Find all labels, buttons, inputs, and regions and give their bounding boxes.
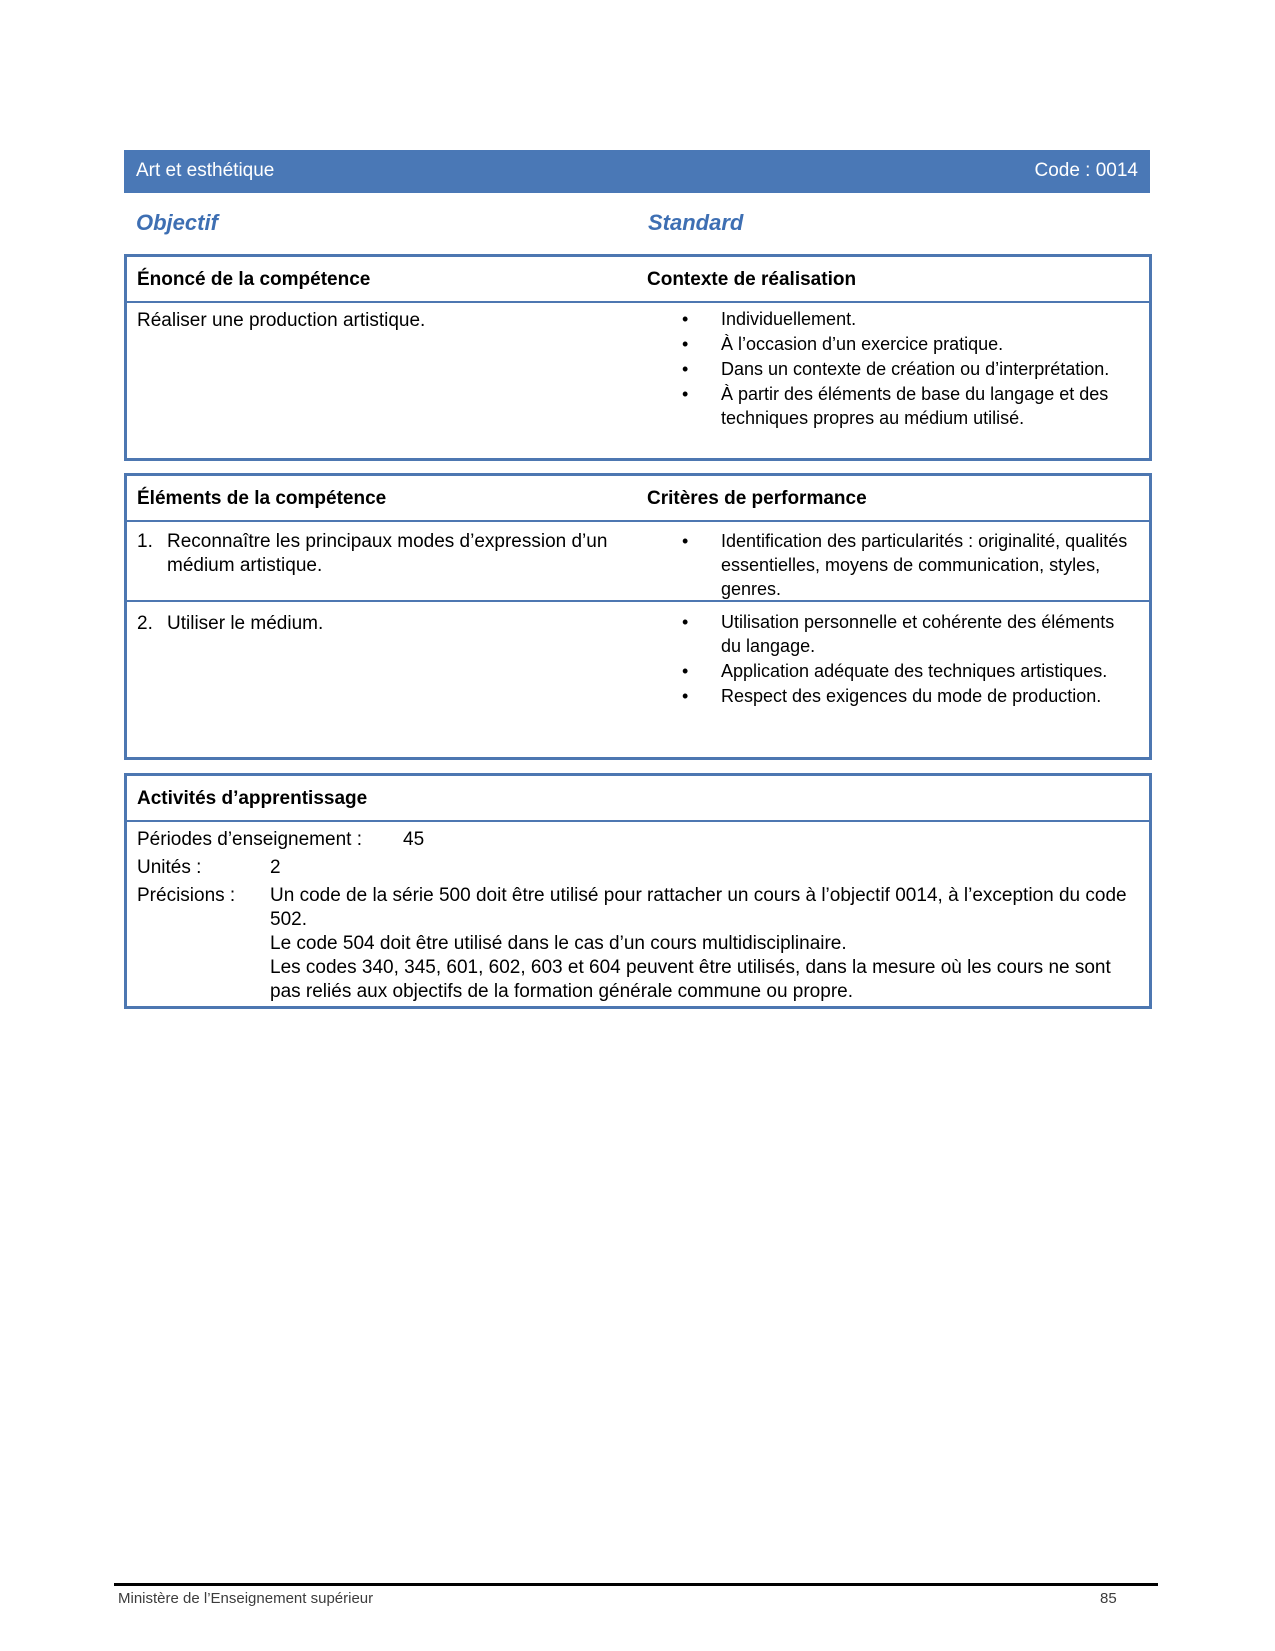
objective-code: Code : 0014 xyxy=(1034,160,1138,181)
table-row xyxy=(127,522,1149,602)
context-header: Contexte de réalisation xyxy=(647,269,857,290)
list-item: • Individuellement. xyxy=(682,309,857,329)
precision-item: Un code de la série 500 doit être utilisé pour rattacher un cours à l’objectif 0014, à l’exception du code 502. xyxy=(270,885,1127,930)
elements-header: Éléments de la compétence xyxy=(137,488,387,509)
list-item: • Application adéquate des techniques artistiques. xyxy=(682,661,1108,681)
precision-item: Les codes 340, 345, 601, 602, 603 et 604 peuvent être utilisés, dans la mesure où les cours ne sont pas reliés aux objectifs de la formation générale commune ou propre. xyxy=(270,957,1111,1002)
criteria-header: Critères de performance xyxy=(647,488,867,509)
element-1: 1. Reconnaître les principaux modes d’expression d’un médium artistique. xyxy=(137,531,608,576)
footer-ministry: Ministère de l’Enseignement supérieur xyxy=(118,1590,374,1607)
competence-header-row xyxy=(127,257,1149,303)
bullet-icon: • xyxy=(682,612,689,632)
activities-table xyxy=(124,773,1152,1009)
list-item: • Identification des particularités : originalité, qualités essentielles, moyens de communication, styles, genres. xyxy=(682,531,1128,599)
activities-header-row xyxy=(127,776,1149,822)
criteria-list xyxy=(647,529,1137,601)
precisions-label: Précisions : xyxy=(137,885,236,906)
standard-title: Standard xyxy=(648,210,744,235)
statement-header: Énoncé de la compétence xyxy=(137,269,371,290)
list-item: • Dans un contexte de création ou d’interprétation. xyxy=(682,359,1110,379)
list-item: • À l’occasion d’un exercice pratique. xyxy=(682,334,1004,354)
units-label: Unités : xyxy=(137,857,202,878)
elements-table xyxy=(124,473,1152,760)
footer-rule xyxy=(114,1583,1158,1586)
periods-label: Périodes d’enseignement : xyxy=(137,829,362,850)
bullet-icon: • xyxy=(682,334,689,354)
footer-page-number: 85 xyxy=(1100,1590,1117,1607)
context-list xyxy=(647,307,1137,430)
periods-value: 45 xyxy=(403,829,425,850)
competence-table xyxy=(124,254,1152,461)
header-band xyxy=(124,150,1150,193)
bullet-icon: • xyxy=(682,384,689,404)
bullet-icon: • xyxy=(682,359,689,379)
activities-body-row xyxy=(127,822,1149,1006)
bullet-icon: • xyxy=(682,686,689,706)
table-row xyxy=(127,602,1149,757)
bullet-icon: • xyxy=(682,531,689,551)
list-item: • Utilisation personnelle et cohérente des éléments du langage. xyxy=(682,612,1115,656)
criteria-list xyxy=(647,610,1137,708)
bullet-icon: • xyxy=(682,661,689,681)
activities-header: Activités d’apprentissage xyxy=(137,788,368,809)
competence-body-row xyxy=(127,303,1149,458)
precision-item: Le code 504 doit être utilisé dans le cas d’un cours multidisciplinaire. xyxy=(270,933,847,954)
precisions-text xyxy=(270,884,1130,1004)
element-2: 2. Utiliser le médium. xyxy=(137,613,324,634)
bullet-icon: • xyxy=(682,309,689,329)
list-item: • Respect des exigences du mode de production. xyxy=(682,686,1102,706)
list-item: • À partir des éléments de base du langage et des techniques propres au médium utilisé. xyxy=(682,384,1109,428)
units-value: 2 xyxy=(270,857,281,878)
objectif-title: Objectif xyxy=(136,210,218,235)
competence-statement: Réaliser une production artistique. xyxy=(137,310,426,331)
document-title: Art et esthétique xyxy=(136,160,275,181)
elements-header-row xyxy=(127,476,1149,522)
